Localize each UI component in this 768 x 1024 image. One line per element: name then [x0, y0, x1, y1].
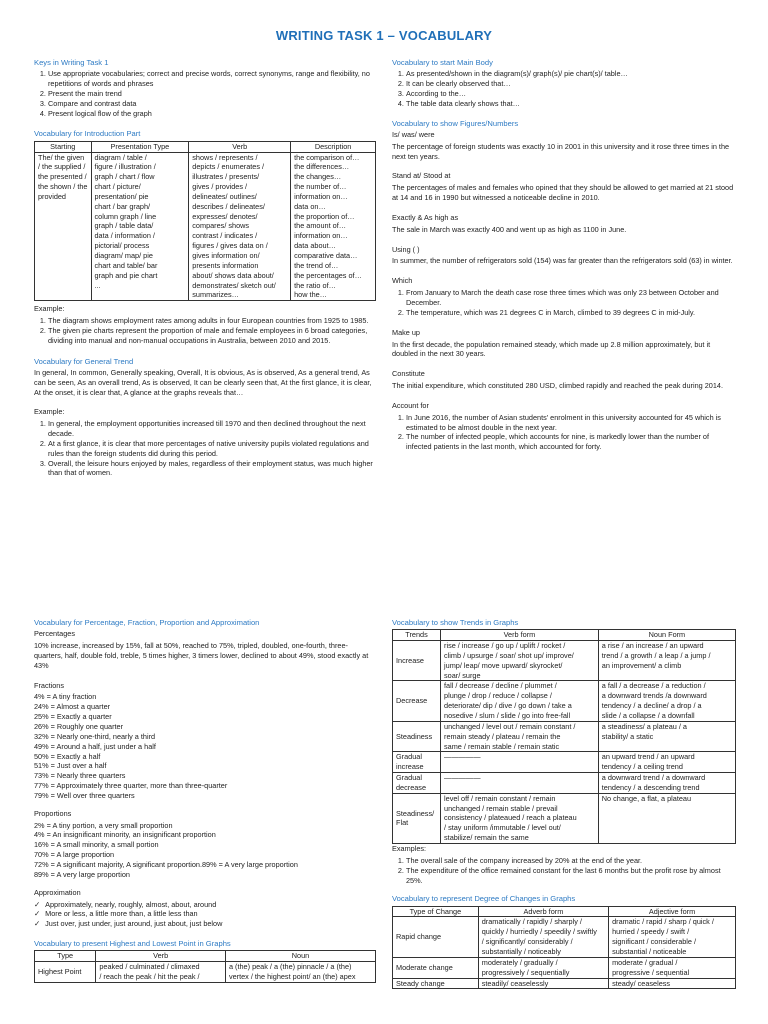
- list-item: 2. At a first glance, it is clear that more percentages of native university pupils violated regulations and rules than the foreign students did during this period.: [48, 439, 376, 459]
- text-line: remain steady / plateau / remain the: [444, 731, 561, 741]
- table-row: [393, 773, 736, 794]
- example-label: Examples:: [392, 843, 427, 853]
- text-line: the number of…: [294, 182, 347, 192]
- text-line: Decrease: [396, 696, 428, 706]
- table-header: Starting: [35, 141, 92, 152]
- noun-cell: [598, 681, 735, 721]
- verb-cell: [441, 721, 599, 752]
- text-line: consistency / plateaued / reach a plateau: [444, 813, 577, 823]
- text-line: information on…: [294, 191, 348, 201]
- text-line: the ratio of…: [294, 280, 336, 290]
- degree-heading: Vocabulary to represent Degree of Changes in Graphs: [392, 894, 576, 904]
- figure-text: In summer, the number of refrigerators sold (154) was far greater than the refrigerators sold (63) in winter.: [392, 256, 733, 266]
- text-line: vertex / the highest point/ an (the) apex: [228, 971, 356, 981]
- approximation-list: [34, 900, 376, 930]
- adjective-cell: [609, 957, 736, 978]
- account-list: [392, 413, 736, 452]
- text-line: data on…: [294, 201, 326, 211]
- text-line: 89% = A very large proportion: [34, 869, 130, 879]
- text-line: 4% = An insignificant minority, an insignificant proportion: [34, 830, 216, 840]
- table-header: Verb form: [441, 630, 599, 641]
- text-line: decrease: [396, 782, 427, 792]
- general-text: In general, In common, Generally speaking, Overall, It is obvious, As is observed, As a general trend, As can be seen, As an overall trend, As is observed, It can be clearly seen that, At the first glance, it is clear, At the onset, it is clear that, A glance at the graphs reveals that…: [34, 367, 372, 397]
- list-item: 2. The given pie charts represent the proportion of male and female employees in 6 broad categories, dividing into manual and non-manual occupations in Australia, between 2010 and 2015.: [48, 326, 376, 346]
- text-line: expresses/ denotes/: [192, 211, 258, 221]
- fractions-list: [34, 692, 376, 800]
- which-list: [392, 288, 736, 318]
- text-line: / the supplied /: [38, 162, 86, 172]
- text-line: peaked / culminated / climaxed: [99, 962, 200, 972]
- text-line: chart / picture/: [94, 182, 141, 192]
- description-cell: [291, 152, 376, 301]
- text-line: the amount of…: [294, 221, 347, 231]
- trend-cell: [393, 752, 441, 773]
- keys-heading: Keys in Writing Task 1: [34, 58, 109, 67]
- verb-cell: [96, 962, 226, 983]
- text-line: 79% = Well over three quarters: [34, 790, 135, 800]
- trends-table: [392, 629, 736, 844]
- noun-cell: [598, 641, 735, 681]
- noun-cell: [225, 962, 375, 983]
- verb-cell: [189, 152, 291, 301]
- text-line: the differences…: [294, 162, 350, 172]
- text-line: a downward trend / a downward: [601, 773, 706, 783]
- text-line: a (the) peak / a (the) pinnacle / a (the): [228, 962, 352, 972]
- table-header: Adjective form: [609, 906, 736, 917]
- main-body-list: [392, 69, 736, 108]
- text-line: moderate / gradual /: [612, 957, 678, 967]
- table-row: [393, 721, 736, 752]
- text-line: compares/ shows: [192, 221, 250, 231]
- list-item: 4. The table data clearly shows that…: [406, 99, 736, 109]
- trend-cell: [393, 641, 441, 681]
- list-item: 1. Use appropriate vocabularies; correct and precise words, correct synonyms, range and flexibility, no repetitions of words and phrases: [48, 69, 376, 89]
- table-row: [393, 917, 736, 957]
- text-line: a fall / a decrease / a reduction /: [601, 681, 706, 691]
- table-header: Trends: [393, 630, 441, 641]
- text-line: ―――――: [444, 752, 481, 762]
- figure-text: The sale in March was exactly 400 and went up as high as 1100 in June.: [392, 224, 627, 234]
- text-line: figures / gives data on /: [192, 241, 268, 251]
- table-header: Description: [291, 141, 376, 152]
- text-line: Gradual: [396, 773, 422, 783]
- text-line: / significantly/ considerably /: [481, 937, 573, 947]
- text-line: The/ the given: [38, 152, 85, 162]
- highest-table: [34, 950, 376, 983]
- text-line: column graph / line: [94, 211, 157, 221]
- table-row: [35, 152, 376, 301]
- text-line: substantial / noticeable: [612, 946, 687, 956]
- text-line: 51% = Just over a half: [34, 761, 107, 771]
- text-line: ―――――: [444, 773, 481, 783]
- list-item: 1. In general, the employment opportunities increased till 1970 and then declined throughout the next decade.: [48, 419, 376, 439]
- text-line: the shown / the: [38, 182, 88, 192]
- left-bottom-column: [34, 618, 376, 983]
- text-line: an upward trend / an upward: [601, 752, 695, 762]
- text-line: data about…: [294, 241, 336, 251]
- example-label: Example:: [34, 304, 65, 314]
- text-line: same / remain stable / remain static: [444, 741, 560, 751]
- list-item: 3. Compare and contrast data: [48, 99, 376, 109]
- text-line: an improvement/ a climb: [601, 660, 682, 670]
- keys-list: [34, 69, 376, 118]
- figure-text: In the first decade, the population remained steady, which made up 2.8 million approximately, but it doubled in the next 30 years.: [392, 339, 711, 359]
- text-line: figure / illustration /: [94, 162, 156, 172]
- percentage-term: Percentages: [34, 629, 75, 639]
- text-line: Rapid change: [396, 932, 442, 942]
- text-line: trend / a growth / a leap / a jump /: [601, 650, 711, 660]
- type-cell: Highest Point: [35, 962, 96, 983]
- figures-heading: Vocabulary to show Figures/Numbers: [392, 118, 519, 128]
- intro-examples: [34, 316, 376, 346]
- list-item: 1. As presented/shown in the diagram(s)/ graph(s)/ pie chart(s)/ table…: [406, 69, 736, 79]
- adverb-cell: [478, 978, 608, 989]
- text-line: slide / a collapse / a downfall: [601, 711, 695, 720]
- intro-table: [34, 141, 376, 302]
- text-line: Moderate change: [396, 962, 453, 972]
- example-label: Example:: [34, 407, 65, 417]
- text-line: 32% = Nearly one-third, nearly a third: [34, 731, 156, 741]
- table-header: Type of Change: [393, 906, 479, 917]
- text-line: about/ shows data about/: [192, 270, 274, 280]
- text-line: a downward trends /a downward: [601, 691, 707, 701]
- trend-cell: [393, 681, 441, 721]
- text-line: delineates/ outlines/: [192, 191, 257, 201]
- degree-table: [392, 906, 736, 990]
- list-item: 1. The diagram shows employment rates among adults in four European countries from 1925 to 1985.: [48, 316, 376, 326]
- list-item: 1. In June 2016, the number of Asian students' enrolment in this university accounted for 45 which is estimated to be almost double in the next year.: [406, 413, 736, 433]
- text-line: progressively / sequentially: [481, 967, 570, 977]
- text-line: the changes…: [294, 172, 342, 182]
- table-row: [393, 978, 736, 989]
- table-row: [393, 957, 736, 978]
- text-line: significant / considerable /: [612, 937, 697, 947]
- text-line: soar/ surge: [444, 670, 481, 680]
- table-row: [35, 962, 376, 983]
- text-line: Flat: [396, 818, 409, 828]
- table-header: Adverb form: [478, 906, 608, 917]
- noun-cell: [598, 721, 735, 752]
- text-line: No change, a flat, a plateau: [601, 793, 692, 803]
- trends-heading: Vocabulary to show Trends in Graphs: [392, 618, 519, 627]
- proportions-list: [34, 821, 376, 880]
- text-line: increase: [396, 762, 424, 772]
- type-cell: [393, 917, 479, 957]
- text-line: Gradual: [396, 752, 422, 762]
- text-line: steady/ ceaseless: [612, 978, 671, 988]
- text-line: tendency / a descending trend: [601, 782, 700, 792]
- text-line: 16% = A small minority, a small portion: [34, 840, 159, 850]
- figure-term: Is/ was/ were: [392, 129, 435, 139]
- text-line: graph and pie chart: [94, 270, 158, 280]
- text-line: dramatically / rapidly / sharply /: [481, 917, 582, 927]
- verb-cell: [441, 773, 599, 794]
- text-line: stability/ a static: [601, 731, 654, 741]
- list-item: 1. The overall sale of the company increased by 20% at the end of the year.: [406, 856, 736, 866]
- text-line: comparative data…: [294, 251, 358, 260]
- text-line: 2% = A tiny portion, a very small proportion: [34, 820, 173, 830]
- list-item: 2. The number of infected people, which accounts for nine, is markedly lower than the number of infected patients in the last month, which accounted for forty.: [406, 432, 736, 452]
- text-line: / stay uniform /immutable / level out/: [444, 823, 561, 833]
- text-line: plunge / drop / reduce / collapse /: [444, 691, 552, 701]
- noun-cell: [598, 773, 735, 794]
- text-line: summarizes…: [192, 290, 239, 300]
- main-body-heading: Vocabulary to start Main Body: [392, 58, 493, 67]
- table-header: Verb: [96, 951, 226, 962]
- proportions-term: Proportions: [34, 808, 72, 818]
- text-line: substantially / noticeably: [481, 946, 561, 956]
- adjective-cell: [609, 978, 736, 989]
- list-item: 2. Present the main trend: [48, 89, 376, 99]
- text-line: chart and table/ bar: [94, 260, 158, 270]
- list-item: ✓ Just over, just under, just around, just about, just below: [44, 919, 376, 929]
- text-line: 73% = Nearly three quarters: [34, 771, 126, 781]
- list-item: 2. It can be clearly observed that…: [406, 79, 736, 89]
- trends-rows: [393, 641, 736, 844]
- presentation-cell: [91, 152, 189, 301]
- text-line: 4% = A tiny fraction: [34, 692, 97, 702]
- text-line: 70% = A large proportion: [34, 850, 115, 860]
- text-line: demonstrates/ sketch out/: [192, 280, 276, 290]
- figure-term: Account for: [392, 400, 429, 410]
- text-line: rise / increase / go up / uplift / rocket /: [444, 641, 566, 651]
- type-cell: [393, 978, 479, 989]
- trend-cell: [393, 793, 441, 843]
- page-title: WRITING TASK 1 – VOCABULARY: [275, 28, 493, 43]
- figure-text: The initial expenditure, which constituted 280 USD, climbed rapidly and reached the peak during 2014.: [392, 381, 723, 391]
- table-header: Noun Form: [598, 630, 735, 641]
- text-line: provided: [38, 191, 66, 201]
- text-line: gives information on/: [192, 251, 260, 260]
- text-line: the percentages of…: [294, 270, 362, 280]
- text-line: diagram/ map/ pie: [94, 251, 153, 260]
- text-line: hurried / speedy / swift /: [612, 927, 690, 937]
- figure-term: Exactly & As high as: [392, 212, 459, 222]
- text-line: describes / delineates/: [192, 201, 265, 211]
- figure-term: Constitute: [392, 369, 425, 379]
- text-line: pictorial/ process: [94, 241, 150, 251]
- text-line: illustrates / presents/: [192, 172, 260, 182]
- text-line: depicts / enumerates /: [192, 162, 265, 172]
- figure-text: The percentages of males and females who opined that they should be allowed to get married at 21 stood at 14 and 16 in 1990 but witnessed a noticeable decline in 2010.: [392, 183, 734, 203]
- verb-cell: [441, 793, 599, 843]
- text-line: / reach the peak / hit the peak /: [99, 971, 200, 981]
- text-line: shows / represents /: [192, 152, 258, 162]
- text-line: Steadiness/: [396, 808, 435, 818]
- text-line: presentation/ pie: [94, 191, 149, 201]
- text-line: 25% = Exactly a quarter: [34, 712, 112, 722]
- degree-rows: [393, 917, 736, 989]
- text-line: Increase: [396, 655, 424, 665]
- table-row: [393, 681, 736, 721]
- noun-cell: [598, 752, 735, 773]
- text-line: 77% = Approximately three quarter, more than three-quarter: [34, 781, 228, 791]
- table-header: Presentation Type: [91, 141, 189, 152]
- type-cell: [393, 957, 479, 978]
- right-bottom-column: [392, 618, 736, 989]
- table-row: [393, 752, 736, 773]
- adverb-cell: [478, 917, 608, 957]
- table-header: Verb: [189, 141, 291, 152]
- right-top-column: [392, 58, 736, 454]
- table-header: Type: [35, 951, 96, 962]
- text-line: tendency / a ceiling trend: [601, 762, 683, 772]
- text-line: data / information /: [94, 231, 155, 241]
- text-line: Steady change: [396, 978, 445, 988]
- text-line: 26% = Roughly one quarter: [34, 722, 124, 731]
- text-line: the trend of…: [294, 260, 339, 270]
- adverb-cell: [478, 957, 608, 978]
- text-line: tendency / a decline/ a drop / a: [601, 701, 702, 711]
- highest-heading: Vocabulary to present Highest and Lowest Point in Graphs: [34, 939, 231, 949]
- list-item: ✓ Approximately, nearly, roughly, almost, about, around: [44, 900, 376, 910]
- text-line: diagram / table /: [94, 152, 147, 162]
- text-line: 72% = A significant majority, A significant proportion.89% = A very large proportion: [34, 859, 298, 869]
- text-line: 49% = Around a half, just under a half: [34, 741, 156, 751]
- text-line: gives / provides /: [192, 182, 248, 192]
- list-item: 2. The expenditure of the office remained constant for the last 6 months but the profit rose by almost 25%.: [406, 866, 736, 886]
- percentage-text: 10% increase, increased by 15%, fall at 50%, reached to 75%, tripled, doubled, one-fourth, three-quarters, half, double fold, treble, 5 times higher, 3 timers lower, declined to about 49%, stood exactly at 43%: [34, 641, 369, 670]
- text-line: level off / remain constant / remain: [444, 793, 556, 803]
- list-item: 2. The temperature, which was 21 degrees C in March, climbed to 39 degrees C in mid-July.: [406, 308, 736, 318]
- text-line: how the…: [294, 290, 327, 300]
- table-row: [393, 793, 736, 843]
- text-line: the comparison of…: [294, 152, 360, 162]
- figure-term: Stand at/ Stood at: [392, 171, 451, 181]
- text-line: climb / upsurge / soar/ shot up/ improve/: [444, 650, 574, 660]
- figure-term: Make up: [392, 327, 420, 337]
- starting-cell: [35, 152, 92, 301]
- verb-cell: [441, 641, 599, 681]
- text-line: moderately / gradually /: [481, 957, 558, 967]
- text-line: stabilize/ remain the same: [444, 833, 529, 843]
- trend-cell: [393, 721, 441, 752]
- text-line: steadily/ ceaselessly: [481, 978, 549, 988]
- list-item: 1. From January to March the death case rose three times which was only 23 between October and December.: [406, 288, 736, 308]
- verb-cell: [441, 681, 599, 721]
- approximation-term: Approximation: [34, 887, 81, 897]
- text-line: a rise / an increase / an upward: [601, 641, 704, 651]
- text-line: fall / decrease / decline / plummet /: [444, 681, 557, 691]
- left-top-column: [34, 58, 376, 480]
- general-heading: Vocabulary for General Trend: [34, 356, 134, 366]
- text-line: ...: [94, 280, 101, 290]
- list-item: ✓ More or less, a little more than, a little less than: [44, 909, 376, 919]
- text-line: information on…: [294, 231, 348, 241]
- verb-cell: [441, 752, 599, 773]
- figure-text: The percentage of foreign students was exactly 10 in 2001 in this university and it rose three times in the next ten years.: [392, 141, 730, 161]
- figure-term: Which: [392, 276, 413, 286]
- trends-examples: [392, 856, 736, 886]
- adjective-cell: [609, 917, 736, 957]
- text-line: Steadiness: [396, 731, 433, 741]
- list-item: 3. Overall, the leisure hours enjoyed by males, regardless of their employment status, was much higher than that of women.: [48, 459, 376, 479]
- text-line: presents information: [192, 260, 259, 270]
- text-line: the presented /: [38, 172, 87, 182]
- text-line: nosedive / slum / slide / go into free-fall: [444, 711, 571, 720]
- text-line: graph / table data/: [94, 221, 154, 231]
- intro-heading: Vocabulary for Introduction Part: [34, 129, 141, 139]
- text-line: dramatic / rapid / sharp / quick /: [612, 917, 714, 927]
- text-line: unchanged / remain stable / prevail: [444, 803, 558, 813]
- figure-term: Using ( ): [392, 244, 420, 254]
- text-line: 24% = Almost a quarter: [34, 702, 111, 712]
- text-line: chart / bar graph/: [94, 201, 151, 211]
- fractions-term: Fractions: [34, 680, 65, 690]
- text-line: jump/ leap/ move upward/ skyrocket/: [444, 660, 563, 670]
- text-line: the proportion of…: [294, 211, 355, 221]
- trend-cell: [393, 773, 441, 794]
- table-header: Noun: [225, 951, 375, 962]
- text-line: quickly / hurriedly / speedily / swiftly: [481, 927, 597, 937]
- noun-cell: [598, 793, 735, 843]
- text-line: deteriorate/ dip / dive / go down / take a: [444, 701, 572, 711]
- text-line: graph / chart / flow: [94, 172, 155, 182]
- text-line: contrast / indicates /: [192, 231, 258, 241]
- percentage-heading: Vocabulary for Percentage, Fraction, Proportion and Approximation: [34, 618, 260, 627]
- text-line: unchanged / level out / remain constant /: [444, 721, 576, 731]
- list-item: 3. According to the…: [406, 89, 736, 99]
- text-line: progressive / sequential: [612, 967, 690, 977]
- list-item: 4. Present logical flow of the graph: [48, 109, 376, 119]
- general-examples: [34, 419, 376, 478]
- table-row: [393, 641, 736, 681]
- text-line: a steadiness/ a plateau / a: [601, 721, 687, 731]
- text-line: 50% = Exactly a half: [34, 751, 101, 761]
